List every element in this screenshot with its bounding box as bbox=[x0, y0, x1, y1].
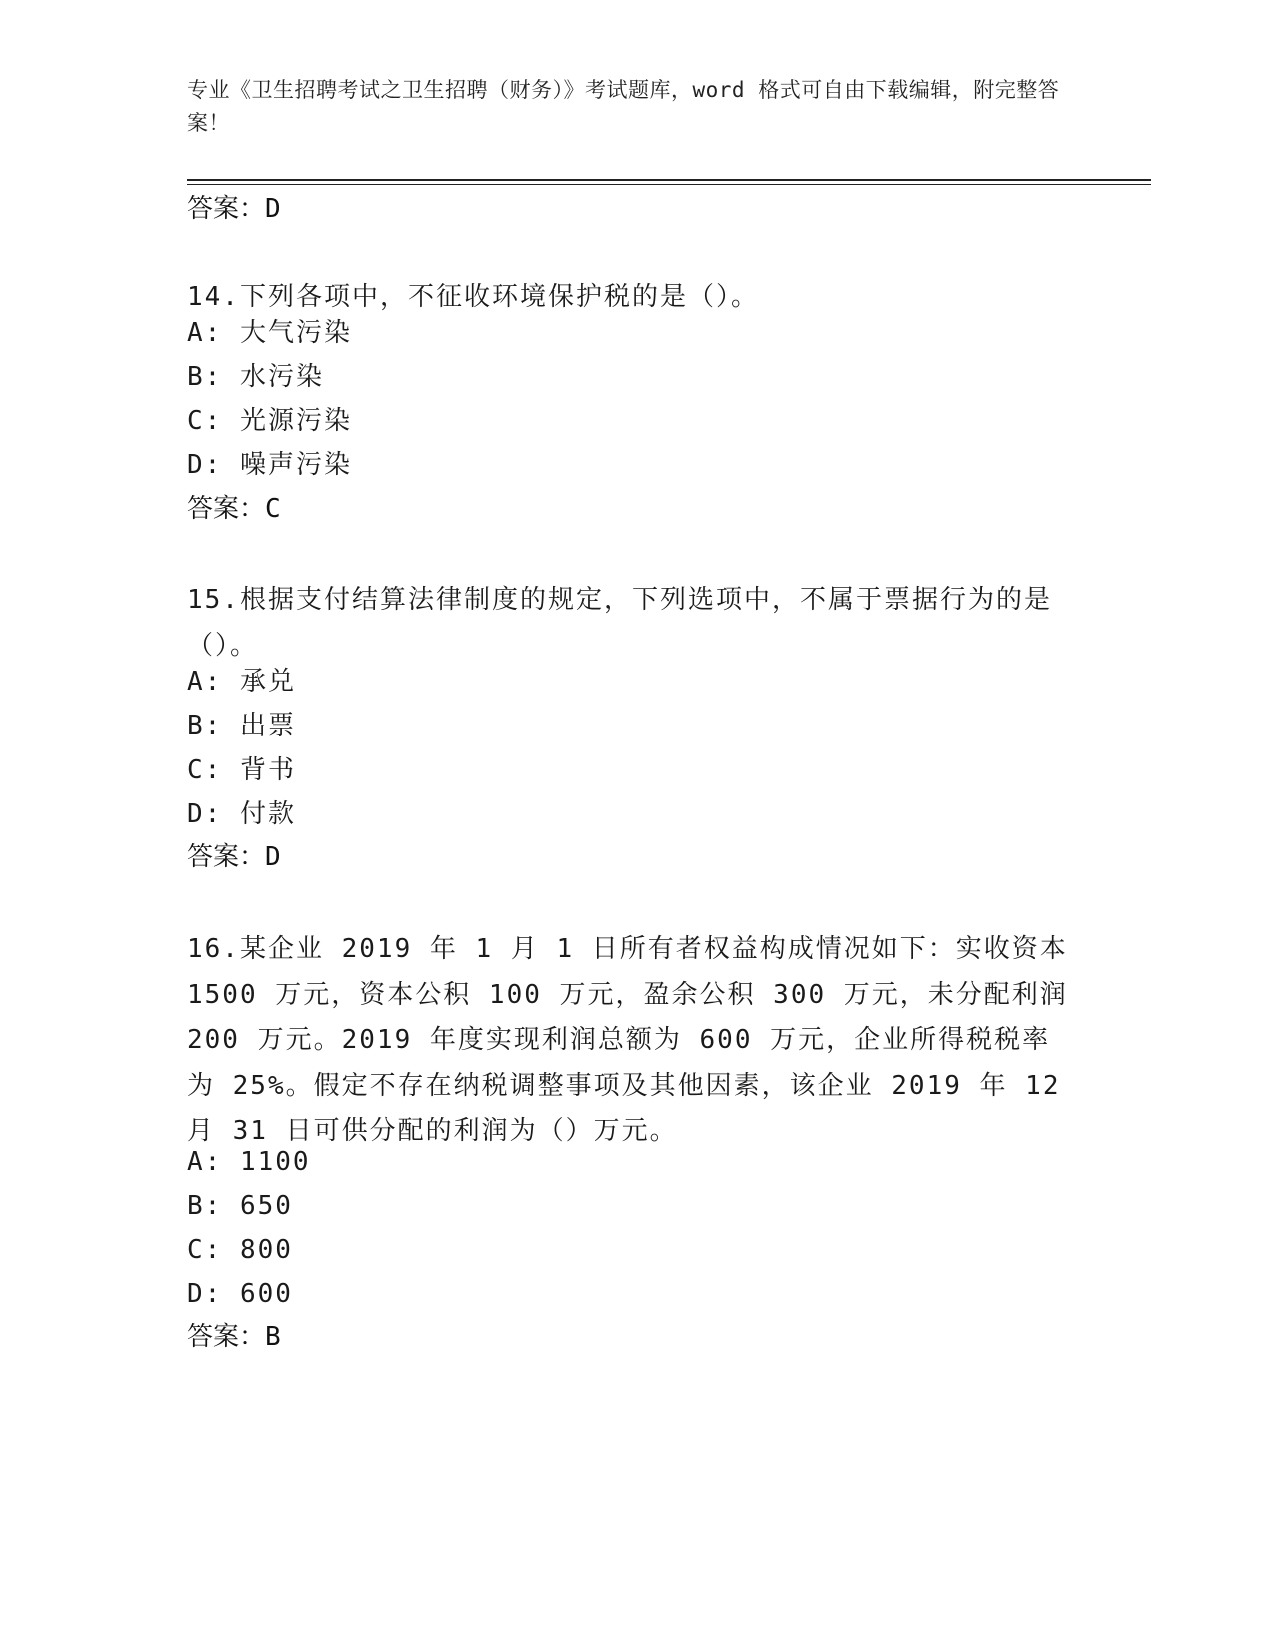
question-16-answer: 答案：B bbox=[187, 1322, 281, 1352]
question-16-option-a: A: 1100 bbox=[187, 1147, 311, 1177]
previous-answer: 答案：D bbox=[187, 194, 281, 224]
question-14-option-a: A: 大气污染 bbox=[187, 318, 352, 348]
question-16-option-b: B: 650 bbox=[187, 1191, 293, 1221]
header-divider-thin bbox=[187, 184, 1151, 185]
question-15-answer: 答案：D bbox=[187, 842, 281, 872]
question-15-text: 15.根据支付结算法律制度的规定，下列选项中，不属于票据行为的是（）。 bbox=[187, 585, 1052, 661]
question-14-option-c: C: 光源污染 bbox=[187, 406, 352, 436]
question-15-option-a: A: 承兑 bbox=[187, 667, 296, 697]
question-16-option-c: C: 800 bbox=[187, 1235, 293, 1265]
question-14-answer: 答案：C bbox=[187, 494, 281, 524]
question-16-option-d: D: 600 bbox=[187, 1279, 293, 1309]
question-15-option-b: B: 出票 bbox=[187, 711, 296, 741]
question-14-option-b: B: 水污染 bbox=[187, 362, 324, 392]
question-14-option-d: D: 噪声污染 bbox=[187, 450, 352, 480]
document-header: 专业《卫生招聘考试之卫生招聘（财务）》考试题库，word 格式可自由下载编辑，附完整答案！ bbox=[187, 78, 1060, 135]
header-divider-thick bbox=[187, 179, 1151, 181]
question-14-text: 14.下列各项中，不征收环境保护税的是（）。 bbox=[187, 282, 759, 312]
question-16-text: 16.某企业 2019 年 1 月 1 日所有者权益构成情况如下：实收资本 1500 万元，资本公积 100 万元，盈余公积 300 万元，未分配利润 200 万元。2019 年度实现利润总额为 600 万元，企业所得税税率为 25%。假定不存在纳税调整事项及其他因素，该企业 2019 年 12 月 31 日可供分配的利润为（）万元。 bbox=[187, 934, 1068, 1146]
question-15-option-c: C: 背书 bbox=[187, 755, 296, 785]
question-15-option-d: D: 付款 bbox=[187, 799, 296, 829]
